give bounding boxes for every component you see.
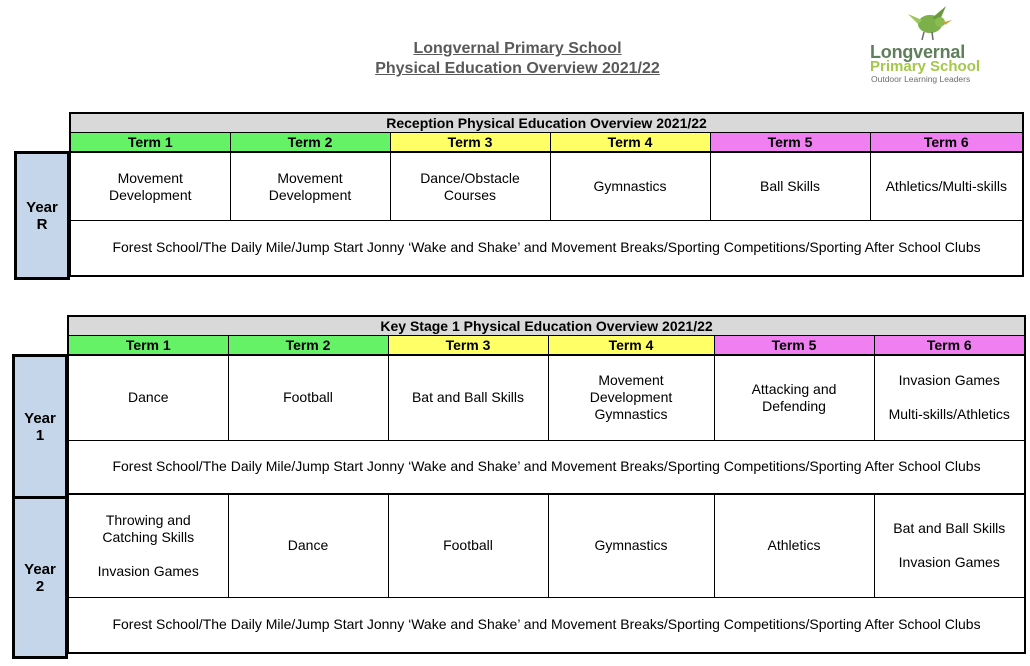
ks1-table bbox=[67, 315, 1026, 654]
reception-cell-term-2: Movement Development bbox=[230, 152, 390, 221]
year2-cell-term-4: Gymnastics bbox=[548, 494, 714, 598]
year1-cell-term-5: Attacking and Defending bbox=[714, 355, 874, 440]
year2-extra-activities: Forest School/The Daily Mile/Jump Start Jonny ‘Wake and Shake’ and Movement Breaks/Sporting Competitions/Sporting After School Clubs bbox=[68, 598, 1025, 653]
reception-cell-term-4: Gymnastics bbox=[550, 152, 710, 221]
year-label-r: Year R bbox=[14, 151, 70, 280]
year1-cell-term-3: Bat and Ball Skills bbox=[388, 355, 548, 440]
ks1-term-1: Term 1 bbox=[68, 336, 228, 356]
year1-cell-term-6: Invasion Games Multi-skills/Athletics bbox=[874, 355, 1025, 440]
ks1-title: Key Stage 1 Physical Education Overview 2021/22 bbox=[68, 316, 1025, 336]
year1-cell-term-1: Dance bbox=[68, 355, 228, 440]
year1-extra-activities: Forest School/The Daily Mile/Jump Start Jonny ‘Wake and Shake’ and Movement Breaks/Sporting Competitions/Sporting After School Clubs bbox=[68, 440, 1025, 494]
page-header bbox=[310, 39, 725, 79]
reception-cell-term-6: Athletics/Multi-skills bbox=[870, 152, 1023, 221]
bird-icon bbox=[906, 4, 956, 42]
reception-term-6: Term 6 bbox=[870, 133, 1023, 153]
reception-term-5: Term 5 bbox=[710, 133, 870, 153]
year2-cell-term-5: Athletics bbox=[714, 494, 874, 598]
overview-title: Physical Education Overview 2021/22 bbox=[375, 60, 660, 77]
reception-term-2: Term 2 bbox=[230, 133, 390, 153]
logo-tagline: Outdoor Learning Leaders bbox=[871, 74, 971, 84]
reception-term-3: Term 3 bbox=[390, 133, 550, 153]
year2-cell-term-2: Dance bbox=[228, 494, 388, 598]
reception-term-4: Term 4 bbox=[550, 133, 710, 153]
logo-line2: Primary School bbox=[870, 58, 981, 75]
year-label-1: Year 1 bbox=[12, 354, 68, 499]
year1-cell-term-2: Football bbox=[228, 355, 388, 440]
ks1-term-6: Term 6 bbox=[874, 336, 1025, 356]
reception-table bbox=[69, 112, 1024, 277]
reception-title: Reception Physical Education Overview 2021/22 bbox=[70, 113, 1023, 133]
year1-cell-term-4: Movement Development Gymnastics bbox=[548, 355, 714, 440]
ks1-term-2: Term 2 bbox=[228, 336, 388, 356]
reception-cell-term-3: Dance/Obstacle Courses bbox=[390, 152, 550, 221]
reception-cell-term-1: Movement Development bbox=[70, 152, 230, 221]
year2-cell-term-3: Football bbox=[388, 494, 548, 598]
year-label-2: Year 2 bbox=[12, 496, 68, 659]
school-logo bbox=[868, 4, 993, 84]
ks1-term-4: Term 4 bbox=[548, 336, 714, 356]
year2-cell-term-1: Throwing and Catching Skills Invasion Games bbox=[68, 494, 228, 598]
ks1-term-5: Term 5 bbox=[714, 336, 874, 356]
school-name: Longvernal Primary School bbox=[413, 40, 622, 57]
logo-line1: Longvernal bbox=[870, 42, 966, 62]
reception-cell-term-5: Ball Skills bbox=[710, 152, 870, 221]
reception-extra-activities: Forest School/The Daily Mile/Jump Start Jonny ‘Wake and Shake’ and Movement Breaks/Sporting Competitions/Sporting After School Clubs bbox=[70, 221, 1023, 276]
year2-cell-term-6: Bat and Ball Skills Invasion Games bbox=[874, 494, 1025, 598]
ks1-term-3: Term 3 bbox=[388, 336, 548, 356]
reception-term-1: Term 1 bbox=[70, 133, 230, 153]
